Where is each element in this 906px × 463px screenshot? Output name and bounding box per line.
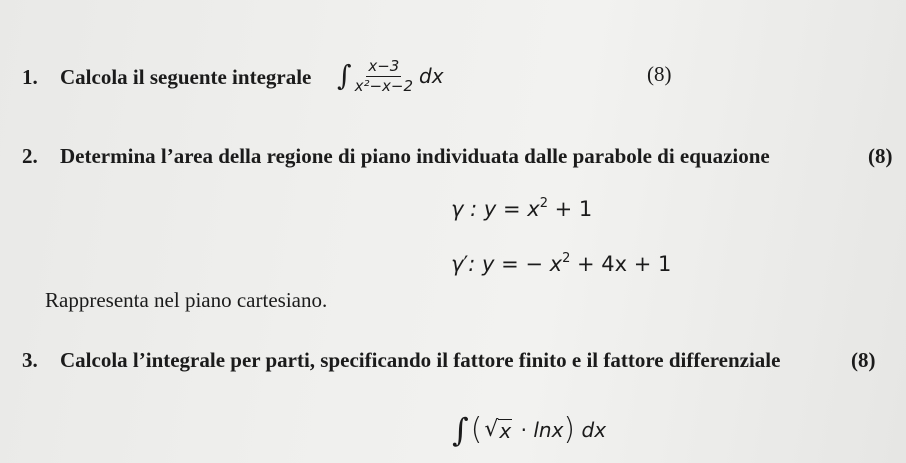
integral-sign: ∫ [337,59,352,92]
parabola-gamma-equation [451,197,592,220]
problem-3-integral [452,405,606,455]
differential: dx [575,418,607,442]
square-root [484,419,512,441]
problem-3-points: (8) [851,348,876,372]
variable-x: x [549,252,563,276]
equation-lhs: : y = [463,197,528,221]
curve-name: γ [451,252,464,276]
problem-1-points: (8) [647,62,672,86]
differential: dx [419,64,444,88]
problem-2-text: Determina l’area della regione di piano individuata dalle parabole di equazione [60,144,770,168]
exponent: 2 [562,251,571,266]
multiplication-dot: · [514,418,534,442]
problem-1-text: Calcola il seguente integrale [60,65,312,89]
problem-1-integral [337,50,444,102]
problem-2-note: Rappresenta nel piano cartesiano. [45,288,328,312]
equation-rest: + 4x + 1 [570,252,672,276]
integrand-fraction [354,56,414,95]
problem-2-points: (8) [868,144,893,168]
fraction-numerator: x−3 [368,56,400,75]
curve-name: γ [451,197,464,221]
equation-lhs: : y = − [468,252,550,276]
problem-2-number: 2. [22,144,38,168]
problem-1-number: 1. [22,65,38,89]
problem-3-text: Calcola l’integrale per parti, specificando il fattore finito e il fattore differenziale [60,348,781,372]
integral-sign: ∫ [452,411,469,449]
open-paren: ( [470,412,483,447]
log-term: lnx [533,418,564,442]
curve-prime: ′ [463,252,469,276]
radicand: x [499,419,512,443]
exponent: 2 [539,196,548,211]
variable-x: x [527,197,540,221]
close-paren: ) [563,412,576,447]
fraction-denominator: x²−x−2 [354,76,414,95]
radical-sign: √ [484,417,499,442]
parabola-gamma-prime-equation [451,252,671,275]
equation-rest: + 1 [547,197,593,221]
problem-3-number: 3. [22,348,38,372]
